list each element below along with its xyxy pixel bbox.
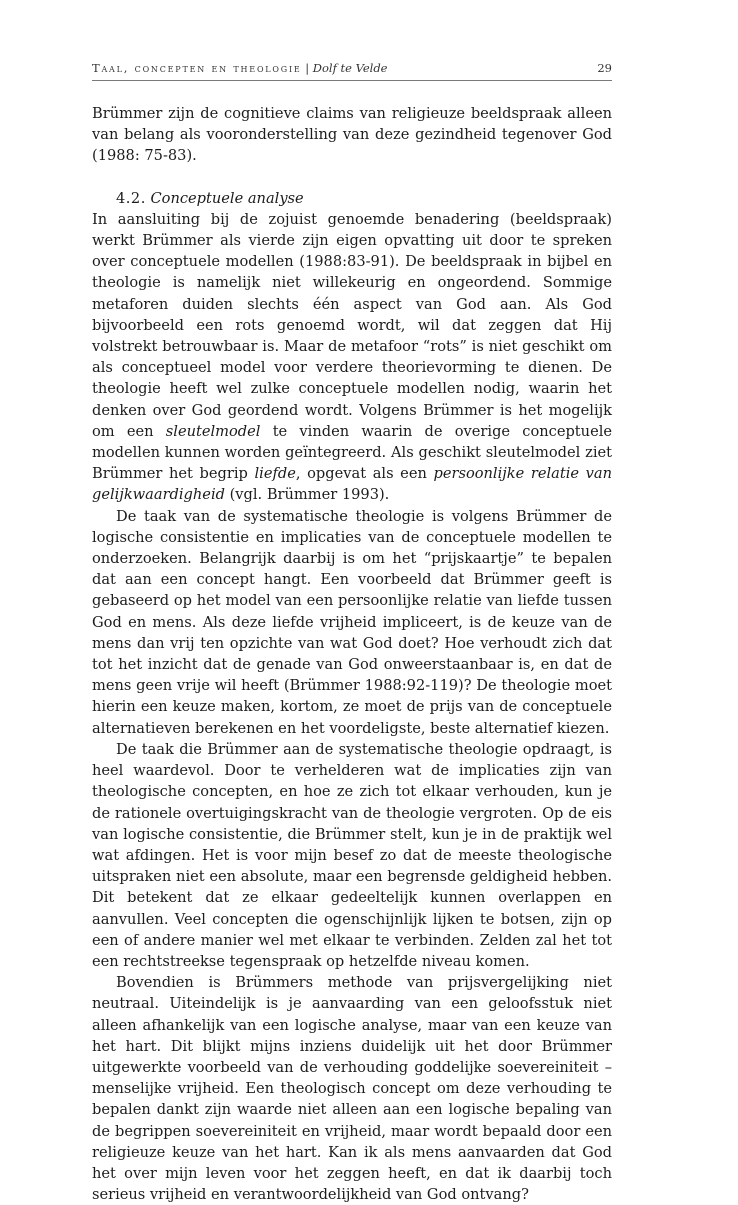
section-gap	[92, 167, 612, 188]
paragraph-1	[92, 209, 612, 506]
paragraph-1-text-a: In aansluiting bij de zojuist genoemde benadering (beeldspraak) werkt Brümmer als vierde zijn eigen opvatting uit door te spreken over conceptuele modellen (1988:83-91). De beeldspraak in bijbel en theologie is namelijk niet willekeurig en ongeordend. Sommige metaforen duiden slechts één aspect van God aan. Als God bijvoorbeeld een rots genoemd wordt, wil dat zeggen dat Hij volstrekt betrouwbaar is. Maar de metafoor “rots” is niet geschikt om als conceptueel model voor verdere theorievorming te dienen. De theologie heeft wel zulke conceptuele modellen nodig, waarin het denken over God geordend wordt. Volgens Brümmer is het mogelijk om een	[92, 210, 612, 440]
header-rule	[92, 80, 612, 81]
header-author: Dolf te Velde	[312, 61, 388, 75]
term-sleutelmodel: sleutelmodel	[165, 422, 261, 440]
paragraph-4: Bovendien is Brümmers methode van prijsvergelijking niet neutraal. Uiteindelijk is je aanvaarding van een geloofsstuk niet alleen afhankelijk van een logische analyse, maar van een keuze van het hart. Dit blijkt mijns inziens duidelijk uit het door Brümmer uitgewerkte voorbeeld van de verhouding goddelijke soevereiniteit – menselijke vrijheid. Een theologisch concept om deze verhouding te bepalen dankt zijn waarde niet alleen aan een logische bepaling van de begrippen soevereiniteit en vrijheid, maar wordt bepaald door een religieuze keuze van het hart. Kan ik als mens aanvaarden dat God het over mijn leven voor het zeggen heeft, en dat ik daarbij toch serieus vrijheid en verantwoordelijkheid van God ontvang?	[92, 974, 612, 1204]
running-header	[92, 60, 612, 76]
paragraph-1-text-d: (vgl. Brümmer 1993).	[229, 486, 390, 504]
paragraph-continuation: Brümmer zijn de cognitieve claims van religieuze beeldspraak alleen van belang als vooronderstelling van deze gezindheid tegenover God (1988: 75-83).	[92, 105, 612, 165]
page-number: 29	[597, 61, 612, 75]
term-liefde: liefde	[254, 465, 296, 483]
header-separator: |	[305, 61, 310, 75]
section-title: Conceptuele analyse	[150, 189, 304, 207]
paragraph-2: De taak van de systematische theologie is volgens Brümmer de logische consistentie en implicaties van de conceptuele modellen te onderzoeken. Belangrijk daarbij is om het “prijskaartje” te bepalen dat aan een concept hangt. Een voorbeeld dat Brümmer geeft is gebaseerd op het model van een persoonlijke relatie van liefde tussen God en mens. Als deze liefde vrijheid impliceert, is de keuze van de mens dan vrij ten opzichte van wat God doet? Hoe verhoudt zich dat tot het inzicht dat de genade van God onweerstaanbaar is, en dat de mens geen vrije wil heeft (Brümmer 1988:92-119)? De theologie moet hierin een keuze maken, kortom, ze moet de prijs van de conceptuele alternatieven berekenen en het voordeligste, beste alternatief kiezen.	[92, 507, 612, 737]
running-title: Taal, concepten en theologie	[92, 61, 302, 75]
section-number: 4.2.	[116, 189, 146, 207]
paragraph-1-text-b: te vinden waarin de overige conceptuele modellen kunnen worden geïntegreerd. Als geschikt sleutelmodel ziet Brümmer het begrip	[92, 422, 613, 483]
paragraph-1-text-c: , opgevat als een	[295, 465, 427, 483]
paragraph-3: De taak die Brümmer aan de systematische theologie opdraagt, is heel waardevol. Door te verhelderen wat de implicaties zijn van theologische concepten, en hoe ze zich tot elkaar verhouden, kun je de rationele overtuigingskracht van de theologie vergroten. Op de eis van logische consistentie, die Brümmer stelt, kun je in de praktijk wel wat afdingen. Het is voor mijn besef zo dat de meeste theologische uitspraken niet een absolute, maar een begrensde geldigheid hebben. Dit betekent dat ze elkaar gedeeltelijk kunnen overlappen en aanvullen. Veel concepten die ogenschijnlijk lijken te botsen, zijn op een of andere manier wel met elkaar te verbinden. Zelden zal het tot een rechtstreekse tegenspraak op hetzelfde niveau komen.	[92, 740, 612, 970]
page-body	[92, 103, 612, 1205]
term-persoonlijke-relatie: persoonlijke relatie van gelijkwaardigheid	[92, 465, 613, 504]
section-heading	[92, 188, 612, 209]
